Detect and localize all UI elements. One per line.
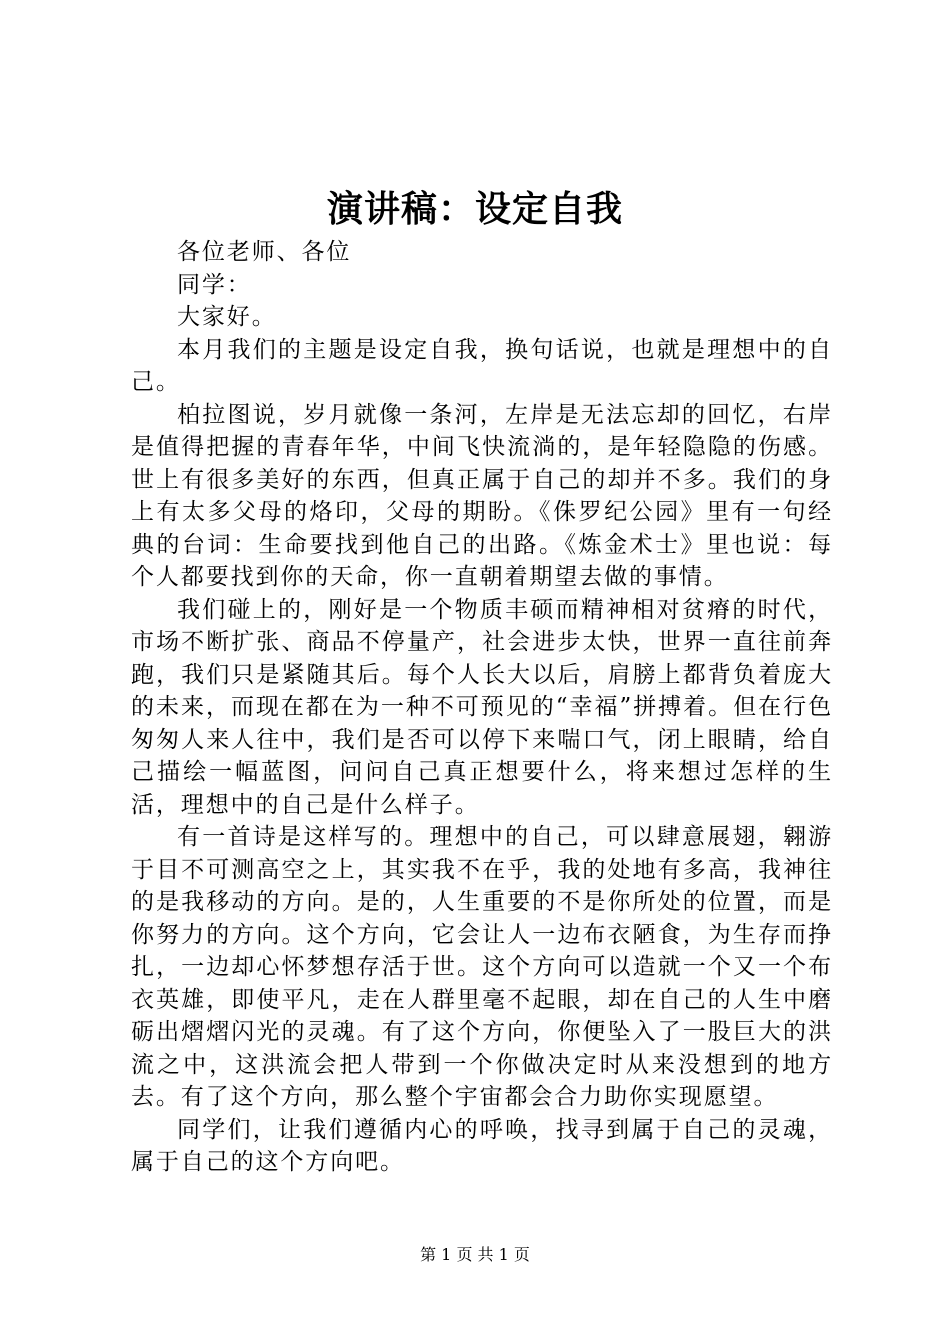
salutation-line-2: 同学： xyxy=(177,271,252,298)
paragraph-plato: 柏拉图说，岁月就像一条河，左岸是无法忘却的回忆，右岸是值得把握的青春年华，中间飞快流淌的，是年轻隐隐的伤感。世上有很多美好的东西，但真正属于自己的却并不多。我们的身上有太多父母的烙印，父母的期盼。《侏罗纪公园》里有一句经典的台词：生命要找到他自己的出路。《炼金术士》里也说：每个人都要找到你的天命，你一直朝着期望去做的事情。 xyxy=(131,401,833,590)
paragraph-poem: 有一首诗是这样写的。理想中的自己，可以肆意展翅，翱游于目不可测高空之上，其实我不在乎，我的处地有多高，我神往的是我移动的方向。是的，人生重要的不是你所处的位置，而是你努力的方向。这个方向，它会让人一边布衣陋食，为生存而挣扎，一边却心怀梦想存活于世。这个方向可以造就一个又一个布衣英雄，即使平凡，走在人群里毫不起眼，却在自己的人生中磨砺出熠熠闪光的灵魂。有了这个方向，你便坠入了一股巨大的洪流之中，这洪流会把人带到一个你做决定时从来没想到的地方去。有了这个方向，那么整个宇宙都会合力助你实现愿望。 xyxy=(131,824,833,1110)
document-body xyxy=(131,236,833,1179)
paragraph-closing: 同学们，让我们遵循内心的呼唤，找寻到属于自己的灵魂，属于自己的这个方向吧。 xyxy=(131,1116,833,1175)
page-number-footer: 第 1 页 共 1 页 xyxy=(420,1245,530,1264)
paragraph-era: 我们碰上的，刚好是一个物质丰硕而精神相对贫瘠的时代，市场不断扩张、商品不停量产，社会进步太快，世界一直往前奔跑，我们只是紧随其后。每个人长大以后，肩膀上都背负着庞大的未来，而现在都在为一种不可预见的“幸福”拼搏着。但在行色匆匆人来人往中，我们是否可以停下来喘口气，闭上眼睛，给自己描绘一幅蓝图，问问自己真正想要什么，将来想过怎样的生活，理想中的自己是什么样子。 xyxy=(131,596,833,818)
paragraph-theme: 本月我们的主题是设定自我，换句话说，也就是理想中的自己。 xyxy=(131,336,833,395)
salutation-line-1: 各位老师、各位 xyxy=(177,239,352,265)
greeting: 大家好。 xyxy=(177,304,277,330)
document-title: 演讲稿：设定自我 xyxy=(326,188,623,230)
